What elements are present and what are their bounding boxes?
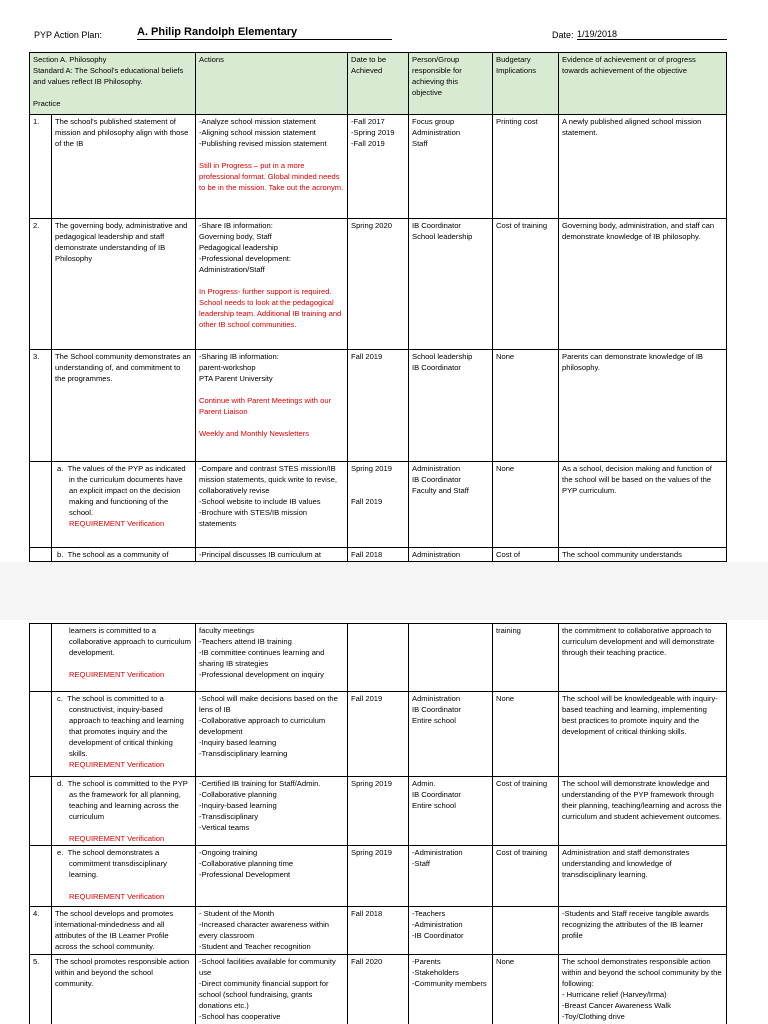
table-row: 4. The school develops and promotes international-mindedness and all attributes of the IB Learner Profile across the school community. - Student of the Month -Increased character awareness within every classroom -Student and Teacher recognition Fall 2018 -Teachers -Administration -IB Coordinator -Students and Staff receive tangible awards recognizing the attributes of the IB learner profile	[30, 907, 727, 955]
table-row: 2. The governing body, administrative and pedagogical leadership and staff demonstrate understanding of IB Philosophy -Share IB information: Governing body, Staff Pedagogical leadership -Professional development: Administration/Staff In Progress- further support is required. School needs to look at the pedagogical leadership team. Additional IB training and other IB school communities. Spring 2020 IB Coordinator School leadership Cost of training Governing body, administration, and staff can demonstrate knowledge of IB philosophy.	[30, 219, 727, 350]
date-label: Date:	[552, 30, 574, 40]
requirement-label: REQUIREMENT Verification	[69, 760, 165, 769]
table-row: 1. The school's published statement of mission and philosophy align with those of the IB -Analyze school mission statement -Aligning school mission statement -Publishing revised mission statement Still in Progress – put in a more professional format. Global minded needs to be in the mission. Take out the acronym. -Fall 2017 -Spring 2019 -Fall 2019 Focus group Administration Staff Printing cost A newly published aligned school mission statement.	[30, 115, 727, 219]
school-name: A. Philip Randolph Elementary	[137, 26, 392, 40]
table-row: b. The school as a community of -Principal discusses IB curriculum at Fall 2018 Administration Cost of The school community understands	[30, 548, 727, 562]
table-row: e. The school demonstrates a commitment transdisciplinary learning. REQUIREMENT Verification -Ongoing training -Collaborative planning time -Professional Development Spring 2019 -Administration -Staff Cost of training Administration and staff demonstrates understanding and knowledge of transdisciplinary learning.	[30, 846, 727, 907]
header-actions: Actions	[196, 53, 348, 115]
table-row: 3. The School community demonstrates an understanding of, and commitment to the programmes. -Sharing IB information: parent-workshop PTA Parent University Continue with Parent Meetings with our Parent Liaison Weekly and Monthly Newsletters Fall 2019 School leadership IB Coordinator None Parents can demonstrate knowledge of IB philosophy.	[30, 350, 727, 462]
table-row: learners is committed to a collaborative approach to curriculum development. REQUIREMENT Verification faculty meetings -Teachers attend IB training -IB committee continues learning and sharing IB strategies -Professional development on inquiry training the commitment to collaborative approach to curriculum development and will demonstrate through their teaching practice.	[30, 624, 727, 692]
plan-header	[34, 26, 734, 44]
requirement-label: REQUIREMENT Verification	[69, 834, 165, 843]
requirement-label: REQUIREMENT Verification	[69, 519, 165, 528]
table-row: d. The school is committed to the PYP as the framework for all planning, teaching and learning across the curriculum REQUIREMENT Verification -Certified IB training for Staff/Admin. -Collaborative planning -Inquiry-based learning -Transdisciplinary -Vertical teams Spring 2019 Admin. IB Coordinator Entire school Cost of training The school will demonstrate knowledge and understanding of the PYP framework through their planning, teaching/learning and across the curriculum and student achievement outcomes.	[30, 777, 727, 846]
header-person: Person/Group responsible for achieving this objective	[409, 53, 493, 115]
progress-note: In Progress- further support is required. School needs to look at the pedagogical leadership team. Additional IB training and other IB school communities.	[199, 287, 342, 329]
document-page-2	[0, 620, 768, 1024]
header-evidence: Evidence of achievement or of progress towards achievement of the objective	[559, 53, 727, 115]
date-value: 1/19/2018	[577, 29, 727, 40]
page-gap	[0, 562, 768, 620]
requirement-label: REQUIREMENT Verification	[69, 892, 165, 901]
requirement-label: REQUIREMENT Verification	[69, 670, 165, 679]
table-row: c. The school is committed to a constructivist, inquiry-based approach to teaching and learning that promotes inquiry and the development of critical thinking skills. REQUIREMENT Verification -School will make decisions based on the lens of IB -Collaborative approach to curriculum development -Inquiry based learning -Transdisciplinary learning Fall 2019 Administration IB Coordinator Entire school None The school will be knowledgeable with inquiry-based teaching and learning, implementing best practices to promote inquiry and the development of critical thinking skills.	[30, 692, 727, 777]
table-row: a. The values of the PYP as indicated in the curriculum documents have an explicit impact on the decision making and functioning of the school. REQUIREMENT Verification -Compare and contrast STES mission/IB mission statements, quick write to revise, collaboratively revise -School website to include IB values -Brochure with STES/IB mission statements Spring 2019 Fall 2019 Administration IB Coordinator Faculty and Staff None As a school, decision making and function of the school will be based on the values of the PYP curriculum.	[30, 462, 727, 548]
table-row: 5. The school promotes responsible action within and beyond the school community. -School facilities available for community use -Direct community financial support for school (school fundraising, grants donations etc.) -School has cooperative Fall 2020 -Parents -Stakeholders -Community members None The school demonstrates responsible action within and beyond the school community by the following: - Hurricane relief (Harvey/Irma) -Breast Cancer Awareness Walk -Toy/Clothing drive	[30, 955, 727, 1024]
action-plan-table-page-1	[29, 52, 727, 562]
progress-note: Weekly and Monthly Newsletters	[199, 429, 310, 438]
header-budget: Budgetary Implications	[493, 53, 559, 115]
action-plan-table-page-2	[29, 623, 727, 1024]
header-date: Date to be Achieved	[348, 53, 409, 115]
progress-note: Still in Progress – put in a more professional format. Global minded needs to be in the mission. Take out the acronym.	[199, 161, 344, 192]
header-practice-cell: Section A. Philosophy Standard A: The School's educational beliefs and values reflect IB Philosophy. Practice	[30, 53, 196, 115]
table-header-row	[30, 53, 727, 115]
plan-label: PYP Action Plan:	[34, 30, 102, 40]
progress-note: Continue with Parent Meetings with our Parent Liaison	[199, 396, 332, 416]
